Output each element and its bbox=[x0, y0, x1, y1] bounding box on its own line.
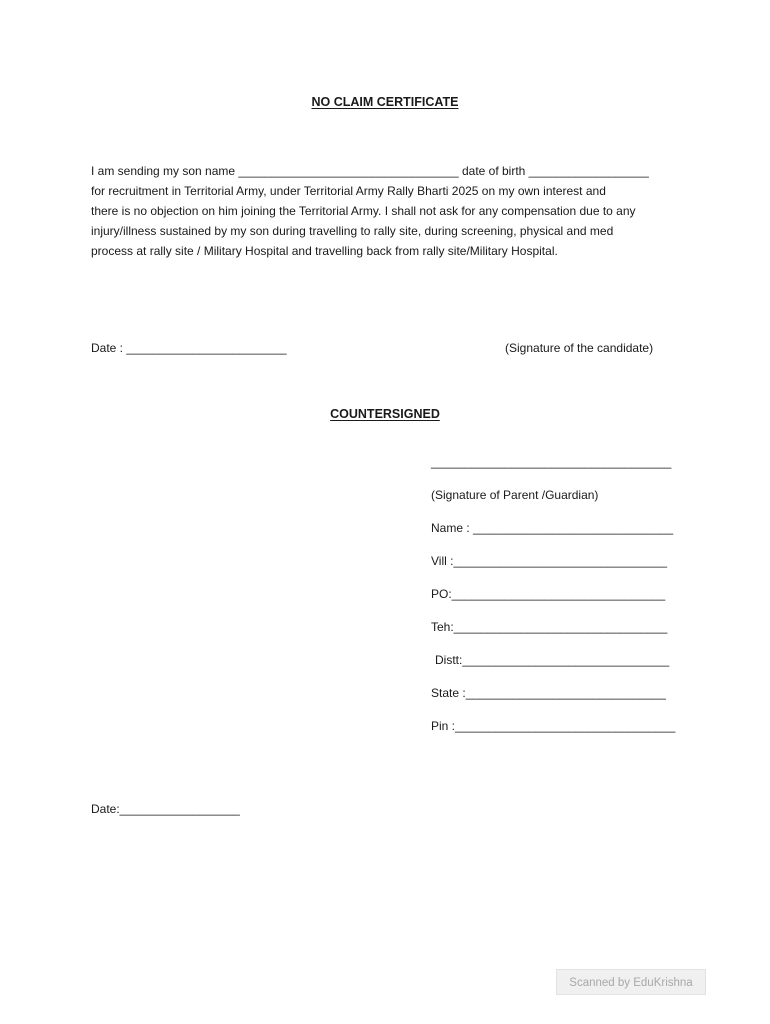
date-field: Date : ________________________ bbox=[91, 341, 287, 355]
pin-field: Pin :_________________________________ bbox=[431, 719, 676, 733]
guardian-details bbox=[431, 454, 731, 751]
guardian-signature-label: (Signature of Parent /Guardian) bbox=[431, 488, 599, 502]
guardian-name-field: Name : ______________________________ bbox=[431, 521, 674, 535]
candidate-signature-label: (Signature of the candidate) bbox=[505, 341, 654, 355]
guardian-signature-line: ____________________________________ bbox=[431, 455, 672, 469]
final-date-field: Date:__________________ bbox=[91, 802, 240, 816]
certificate-title: NO CLAIM CERTIFICATE bbox=[311, 95, 459, 109]
state-field: State :______________________________ bbox=[431, 686, 666, 700]
tehsil-field: Teh:________________________________ bbox=[431, 620, 668, 634]
paragraph-line: for recruitment in Territorial Army, under Territorial Army Rally Bharti 2025 on my own interest and bbox=[91, 184, 606, 198]
countersigned-heading: COUNTERSIGNED bbox=[330, 407, 440, 421]
paragraph-line: process at rally site / Military Hospital and travelling back from rally site/Military Hospital. bbox=[91, 244, 558, 258]
scanner-watermark: Scanned by EduKrishna bbox=[556, 969, 706, 995]
post-office-field: PO:________________________________ bbox=[431, 587, 666, 601]
village-field: Vill :________________________________ bbox=[431, 554, 668, 568]
paragraph-line: there is no objection on him joining the Territorial Army. I shall not ask for any compensation due to any bbox=[91, 204, 636, 218]
paragraph-line: injury/illness sustained by my son during travelling to rally site, during screening, physical and med bbox=[91, 224, 614, 238]
district-field: Distt:_______________________________ bbox=[435, 653, 670, 667]
declaration-paragraph bbox=[91, 161, 691, 261]
paragraph-line: I am sending my son name _________________________________ date of birth __________________ bbox=[91, 164, 649, 178]
